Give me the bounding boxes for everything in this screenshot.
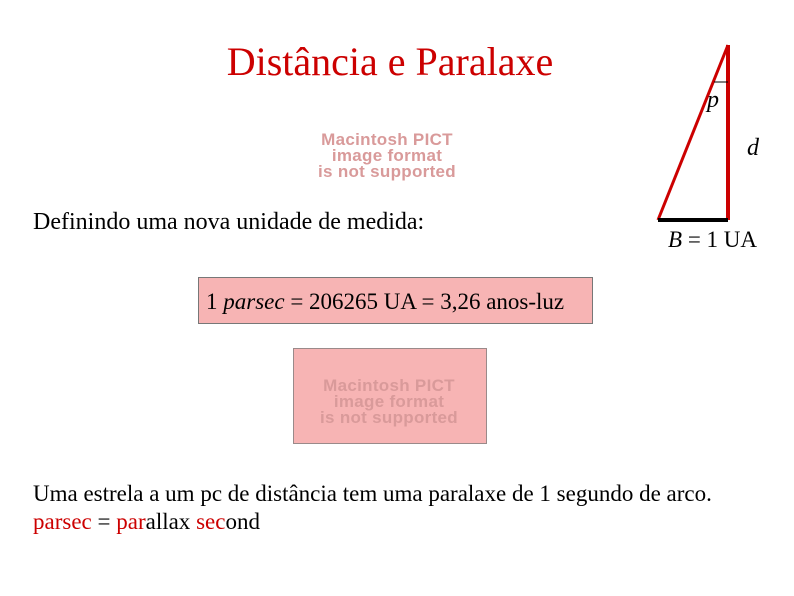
unsupported-image-placeholder-2 [293, 378, 485, 426]
star-sentence: Uma estrela a um pc de distância tem uma paralaxe de 1 segundo de arco. [33, 481, 712, 506]
parsec-term: parsec [223, 289, 285, 314]
hypotenuse-line [658, 45, 728, 220]
mnemonic-equals: = [91, 509, 117, 534]
placeholder-line-2: image format [331, 146, 443, 165]
baseline-value: = 1 UA [682, 227, 758, 252]
placeholder2-line-3: is not supported [320, 408, 458, 427]
unsupported-image-placeholder [282, 132, 492, 180]
mnemonic-par: par [116, 509, 146, 534]
mnemonic-allax: allax [145, 509, 197, 534]
parallax-angle-label: p [707, 87, 719, 113]
mnemonic-sec: sec [196, 509, 226, 534]
distance-label: d [747, 135, 759, 161]
placeholder-line-1: Macintosh PICT [321, 130, 453, 149]
placeholder2-line-1: Macintosh PICT [323, 376, 455, 395]
mnemonic-parsec: parsec [33, 509, 92, 534]
parsec-equation: = 206265 UA = 3,26 anos-luz [284, 289, 565, 314]
baseline-label [668, 226, 757, 254]
placeholder-line-3: is not supported [318, 162, 456, 181]
placeholder2-line-2: image format [333, 392, 445, 411]
parsec-definition [206, 288, 564, 316]
mnemonic-ond: ond [225, 509, 260, 534]
slide-title: Distância e Paralaxe [226, 39, 554, 84]
definition-intro: Definindo uma nova unidade de medida: [33, 209, 425, 235]
parsec-mnemonic [33, 508, 260, 536]
parsec-lead: 1 [206, 289, 224, 314]
baseline-variable: B [668, 227, 683, 252]
parallax-triangle-diagram [650, 40, 750, 230]
